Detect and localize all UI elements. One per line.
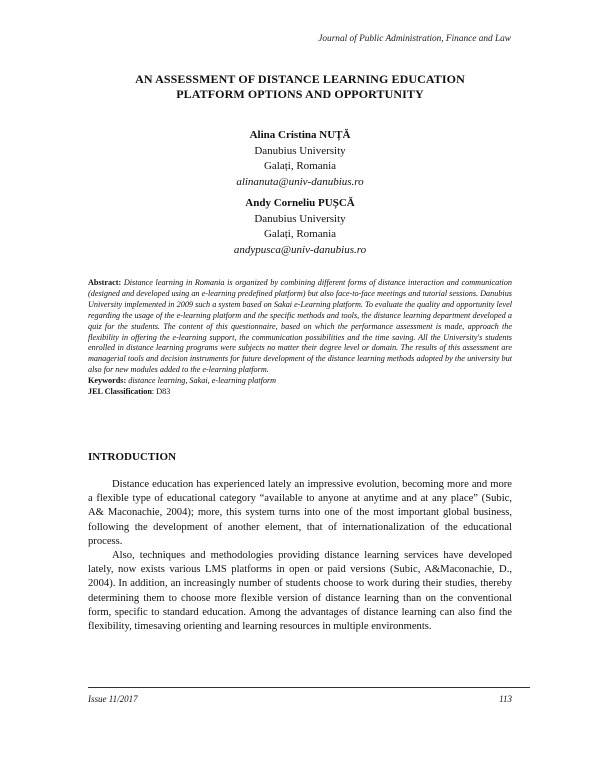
author-name: Andy Corneliu PUȘCĂ	[245, 197, 355, 209]
author-name: Alina Cristina NUȚĂ	[249, 129, 351, 141]
body-text	[88, 478, 512, 634]
abstract-text: Distance learning in Romania is organized by combining different forms of distance interaction and communication (designed and developed using an e-learning predefined platform) but also face-to-face meetings and tutorial sessions. Danubius University implemented in 2009 such a system based on Sakai e-Learning platform. To evaluate the quality and opportunity level regarding the usage of the e-learning platform and the specific methods and tools, the distance learning department developed a quiz for the students. The content of this questionnaire, based on which the performance assessment is made, approach the flexibility in offering the e-learning support, the communication possibilities and the time saving. All the University's students enrolled in distance learning programs were subjects no matter their degree level or domain. The results of this assessment are managerial tools and decision instruments for future development of the distance learning methods adopted by the university but also for new modules added to the e-learning platform.	[88, 278, 512, 375]
jel-line: JEL Classification: D83	[88, 387, 171, 397]
jel-value: D83	[156, 387, 171, 397]
title-line-1: AN ASSESSMENT OF DISTANCE LEARNING EDUCATION	[135, 72, 465, 86]
paper-title	[0, 72, 600, 102]
footer-issue: Issue 11/2017	[88, 694, 138, 704]
author-block-2	[0, 196, 600, 258]
author-location: Galați, Romania	[263, 228, 337, 240]
author-affiliation: Danubius University	[254, 144, 346, 157]
author-block-1	[0, 128, 600, 190]
section-heading: INTRODUCTION	[88, 451, 177, 463]
page-number: 113	[499, 694, 512, 704]
title-line-2: PLATFORM OPTIONS AND OPPORTUNITY	[176, 87, 424, 101]
author-affiliation: Danubius University	[254, 212, 346, 225]
author-email: alinanuta@univ-danubius.ro	[236, 175, 364, 188]
keywords-label: Keywords	[88, 376, 124, 386]
keywords-value: distance learning, Sakai, e-learning platform	[128, 376, 277, 386]
author-location: Galați, Romania	[263, 160, 337, 172]
footer-rule	[88, 687, 530, 688]
abstract-paragraph: Abstract: Distance learning in Romania is organized by combining different forms of distance interaction and communication (designed and developed using an e-learning predefined platform) but also face-to-face meetings and tutorial sessions. Danubius University implemented in 2009 such a system based on Sakai e-Learning platform. To evaluate the quality and opportunity level regarding the usage of the e-learning platform and the specific methods and tools, the distance learning department developed a quiz for the students. The content of this questionnaire, based on which the performance assessment is made, approach the flexibility in offering the e-learning support, the communication possibilities and the time saving. All the University's students enrolled in distance learning programs were subjects no matter their degree level or domain. The results of this assessment are managerial tools and decision instruments for future development of the distance learning methods adopted by the university but also for new modules added to the e-learning platform.	[88, 278, 512, 375]
keywords-line: Keywords: distance learning, Sakai, e-learning platform	[88, 376, 277, 386]
author-email: andypusca@univ-danubius.ro	[233, 243, 367, 256]
body-paragraph: Distance education has experienced lately an impressive evolution, becoming more and more a flexible type of educational category “available to anyone at anytime and at any place” (Subic, A& Maconachie, 2004); more, this system turns into one of the most important global business, following the development of another element, that of internationalization of the educational process.	[88, 479, 512, 547]
abstract-label: Abstract	[88, 278, 119, 287]
body-paragraph: Also, techniques and methodologies providing distance learning services have developed lately, now exists various LMS platforms in open or paid versions (Subic, A&Maconachie, D., 2004). In addition, an increasingly number of students choose to work during their studies, thereby determining them to choose more flexible version of distance learning than on the conventional form, specific to standard education. Among the advantages of distance learning can also find the flexibility, timesaving orienting and learning resources in multiple environments.	[88, 550, 512, 633]
running-header: Journal of Public Administration, Finance and Law	[318, 34, 511, 44]
jel-label: JEL Classification	[88, 387, 152, 397]
abstract-block	[88, 278, 512, 398]
